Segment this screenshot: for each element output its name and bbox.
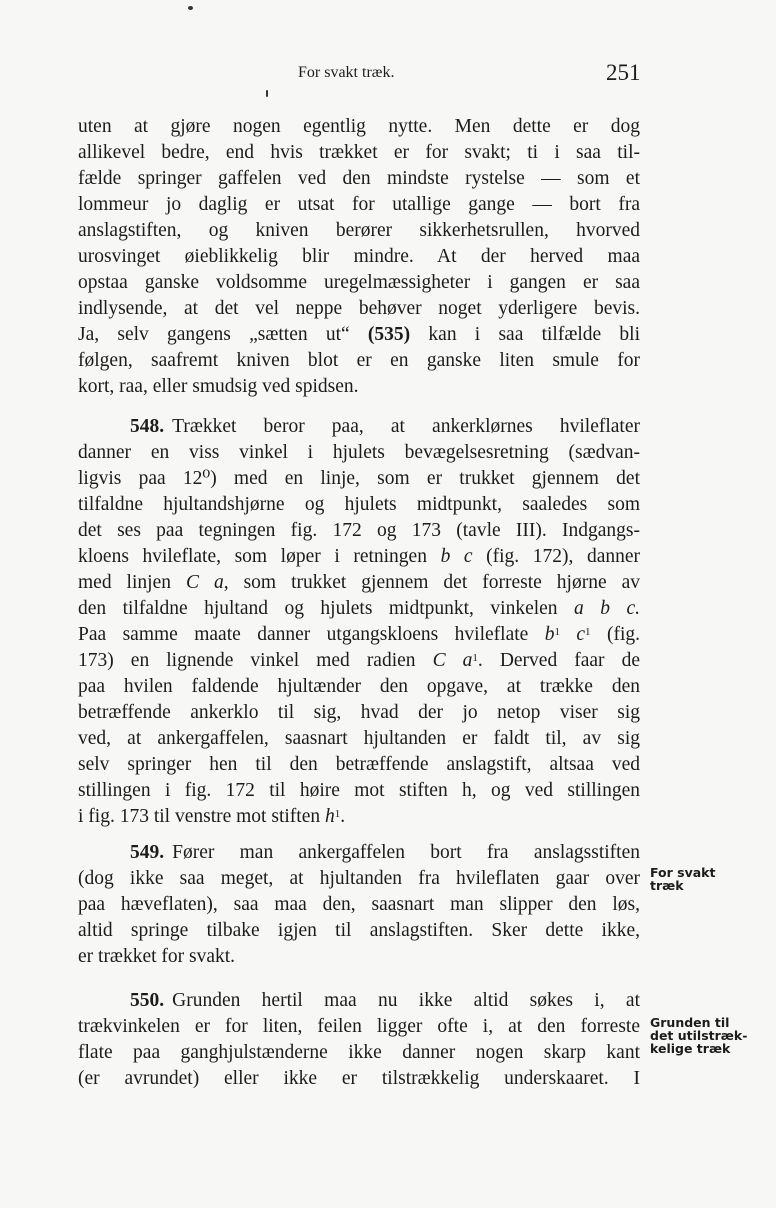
text-line: selv springer hen til den betræffende anslagstift, altsaa ved bbox=[78, 754, 640, 775]
running-header-title: For svakt træk. bbox=[298, 64, 395, 81]
text-run: (fig. bbox=[590, 624, 640, 645]
text-run: , som trukket gjennem det forreste hjørne av bbox=[223, 572, 640, 593]
section-548 bbox=[78, 414, 640, 830]
math-symbol: C a bbox=[432, 650, 473, 671]
text-line: flate paa ganghjulstænderne ikke danner nogen skarp kant bbox=[78, 1042, 640, 1063]
margin-note-line: For svakt bbox=[650, 865, 716, 880]
text-line: betræffende ankerklo til sig, hvad der jo netop viser sig bbox=[78, 702, 640, 723]
text-run bbox=[560, 624, 576, 645]
text-run: kan i saa tilfælde bli bbox=[410, 324, 640, 345]
text-line: ved, at ankergaffelen, saasnart hjultanden er faldt til, av sig bbox=[78, 728, 640, 749]
math-symbol: b bbox=[544, 624, 555, 645]
text-run: kloens hvileflate, som løper i retningen bbox=[78, 546, 441, 567]
text-line: urosvinget øieblikkelig blir mindre. At der herved maa bbox=[78, 246, 640, 267]
text-line bbox=[78, 596, 640, 622]
text-run: i fig. 173 til venstre mot stiften bbox=[78, 806, 325, 827]
print-speck bbox=[266, 90, 268, 97]
text-run: Grunden hertil maa nu ikke altid søkes i, at bbox=[172, 990, 640, 1011]
text-line: (er avrundet) eller ikke er tilstrækkelig underskaaret. I bbox=[78, 1068, 640, 1089]
superscript: 1 bbox=[585, 626, 591, 638]
superscript: 1 bbox=[554, 626, 560, 638]
text-run: med linjen bbox=[78, 572, 186, 593]
text-run: 173) en lignende vinkel med radien bbox=[78, 650, 433, 671]
text-run: den tilfaldne hjultand og hjulets midtpunkt, vinkelen bbox=[78, 598, 575, 619]
intro-paragraph bbox=[78, 114, 640, 400]
text-line: indlysende, at det vel neppe behøver noget yderligere bevis. bbox=[78, 298, 640, 319]
math-symbol: C a bbox=[185, 572, 224, 593]
text-run: Fører man ankergaffelen bort fra anslagsstiften bbox=[172, 842, 640, 863]
section-number: 549. bbox=[130, 842, 165, 863]
text-line: følgen, saafremt kniven blot er en ganske liten smule for bbox=[78, 350, 640, 371]
text-line: stillingen i fig. 172 til høire mot stiften h, og ved stillingen bbox=[78, 780, 640, 801]
text-run: (fig. 172), danner bbox=[472, 546, 641, 567]
text-line: tilfaldne hjultandshjørne og hjulets midtpunkt, saaledes som bbox=[78, 494, 640, 515]
margin-note-line: kelige træk bbox=[650, 1041, 731, 1056]
text-line: uten at gjøre nogen egentlig nytte. Men dette er dog bbox=[78, 116, 640, 137]
text-run: . Derved faar de bbox=[477, 650, 640, 671]
text-line bbox=[78, 988, 640, 1014]
text-line: altid springe tilbake igjen til anslagstiften. Sker dette ikke, bbox=[78, 920, 640, 941]
text-line: fælde springer gaffelen ved den mindste rystelse — som et bbox=[78, 168, 640, 189]
math-symbol: b c bbox=[440, 546, 473, 567]
margin-note-line: Grunden til bbox=[650, 1015, 730, 1030]
text-run: Ja, selv gangens „sætten ut“ bbox=[78, 324, 368, 345]
section-550 bbox=[78, 988, 640, 1092]
text-line: paa hæveflaten), saa maa den, saasnart man slipper den løs, bbox=[78, 894, 640, 915]
text-line: trækvinkelen er for liten, feilen ligger ofte i, at den forreste bbox=[78, 1016, 640, 1037]
superscript: 1 bbox=[472, 652, 478, 664]
text-line: paa hvilen faldende hjultænder den opgave, at trække den bbox=[78, 676, 640, 697]
text-line bbox=[78, 622, 640, 648]
text-line: det ses paa tegningen fig. 172 og 173 (tavle III). Indgangs- bbox=[78, 520, 640, 541]
math-symbol: a b c. bbox=[574, 598, 641, 619]
page-number: 251 bbox=[606, 60, 641, 85]
text-line: (dog ikke saa meget, at hjultanden fra hvileflaten gaar over bbox=[78, 868, 640, 889]
text-line: er trækket for svakt. bbox=[78, 946, 236, 967]
margin-note-line: det utilstræk- bbox=[650, 1028, 748, 1043]
text-run: . bbox=[340, 806, 346, 827]
section-number: 550. bbox=[130, 990, 165, 1011]
text-run: Paa samme maate danner utgangskloens hvileflate bbox=[78, 624, 545, 645]
text-line: lommeur jo daglig er utsat for utallige gange — bort fra bbox=[78, 194, 640, 215]
margin-note-line: træk bbox=[650, 878, 684, 893]
text-line bbox=[78, 804, 640, 830]
margin-note-for-svakt-traek bbox=[650, 866, 770, 892]
text-line: opstaa ganske voldsomme uregelmæssigheter i gangen er saa bbox=[78, 272, 640, 293]
section-number: 548. bbox=[130, 416, 165, 437]
text-line: ligvis paa 12⁰) med en linje, som er trukket gjennem det bbox=[78, 468, 640, 489]
text-line bbox=[78, 544, 640, 570]
text-line bbox=[78, 648, 640, 674]
text-run: Trækket beror paa, at ankerklørnes hvileflater bbox=[172, 416, 640, 437]
section-549 bbox=[78, 840, 640, 970]
math-symbol: h bbox=[324, 806, 335, 827]
text-line bbox=[78, 414, 640, 440]
text-line: danner en viss vinkel i hjulets bevægelsesretning (sædvan- bbox=[78, 442, 640, 463]
print-speck bbox=[188, 6, 193, 10]
math-symbol: c bbox=[576, 624, 586, 645]
text-line bbox=[78, 840, 640, 866]
margin-note-grunden bbox=[650, 1016, 770, 1055]
text-line: anslagstiften, og kniven berører sikkerhetsrullen, hvorved bbox=[78, 220, 640, 241]
superscript: 1 bbox=[334, 808, 341, 820]
cross-reference: (535) bbox=[367, 324, 411, 345]
text-line: allikevel bedre, end hvis trækket er for svakt; ti i saa til- bbox=[78, 142, 640, 163]
text-line: kort, raa, eller smudsig ved spidsen. bbox=[78, 376, 359, 397]
text-line bbox=[78, 570, 640, 596]
text-line bbox=[78, 322, 640, 348]
